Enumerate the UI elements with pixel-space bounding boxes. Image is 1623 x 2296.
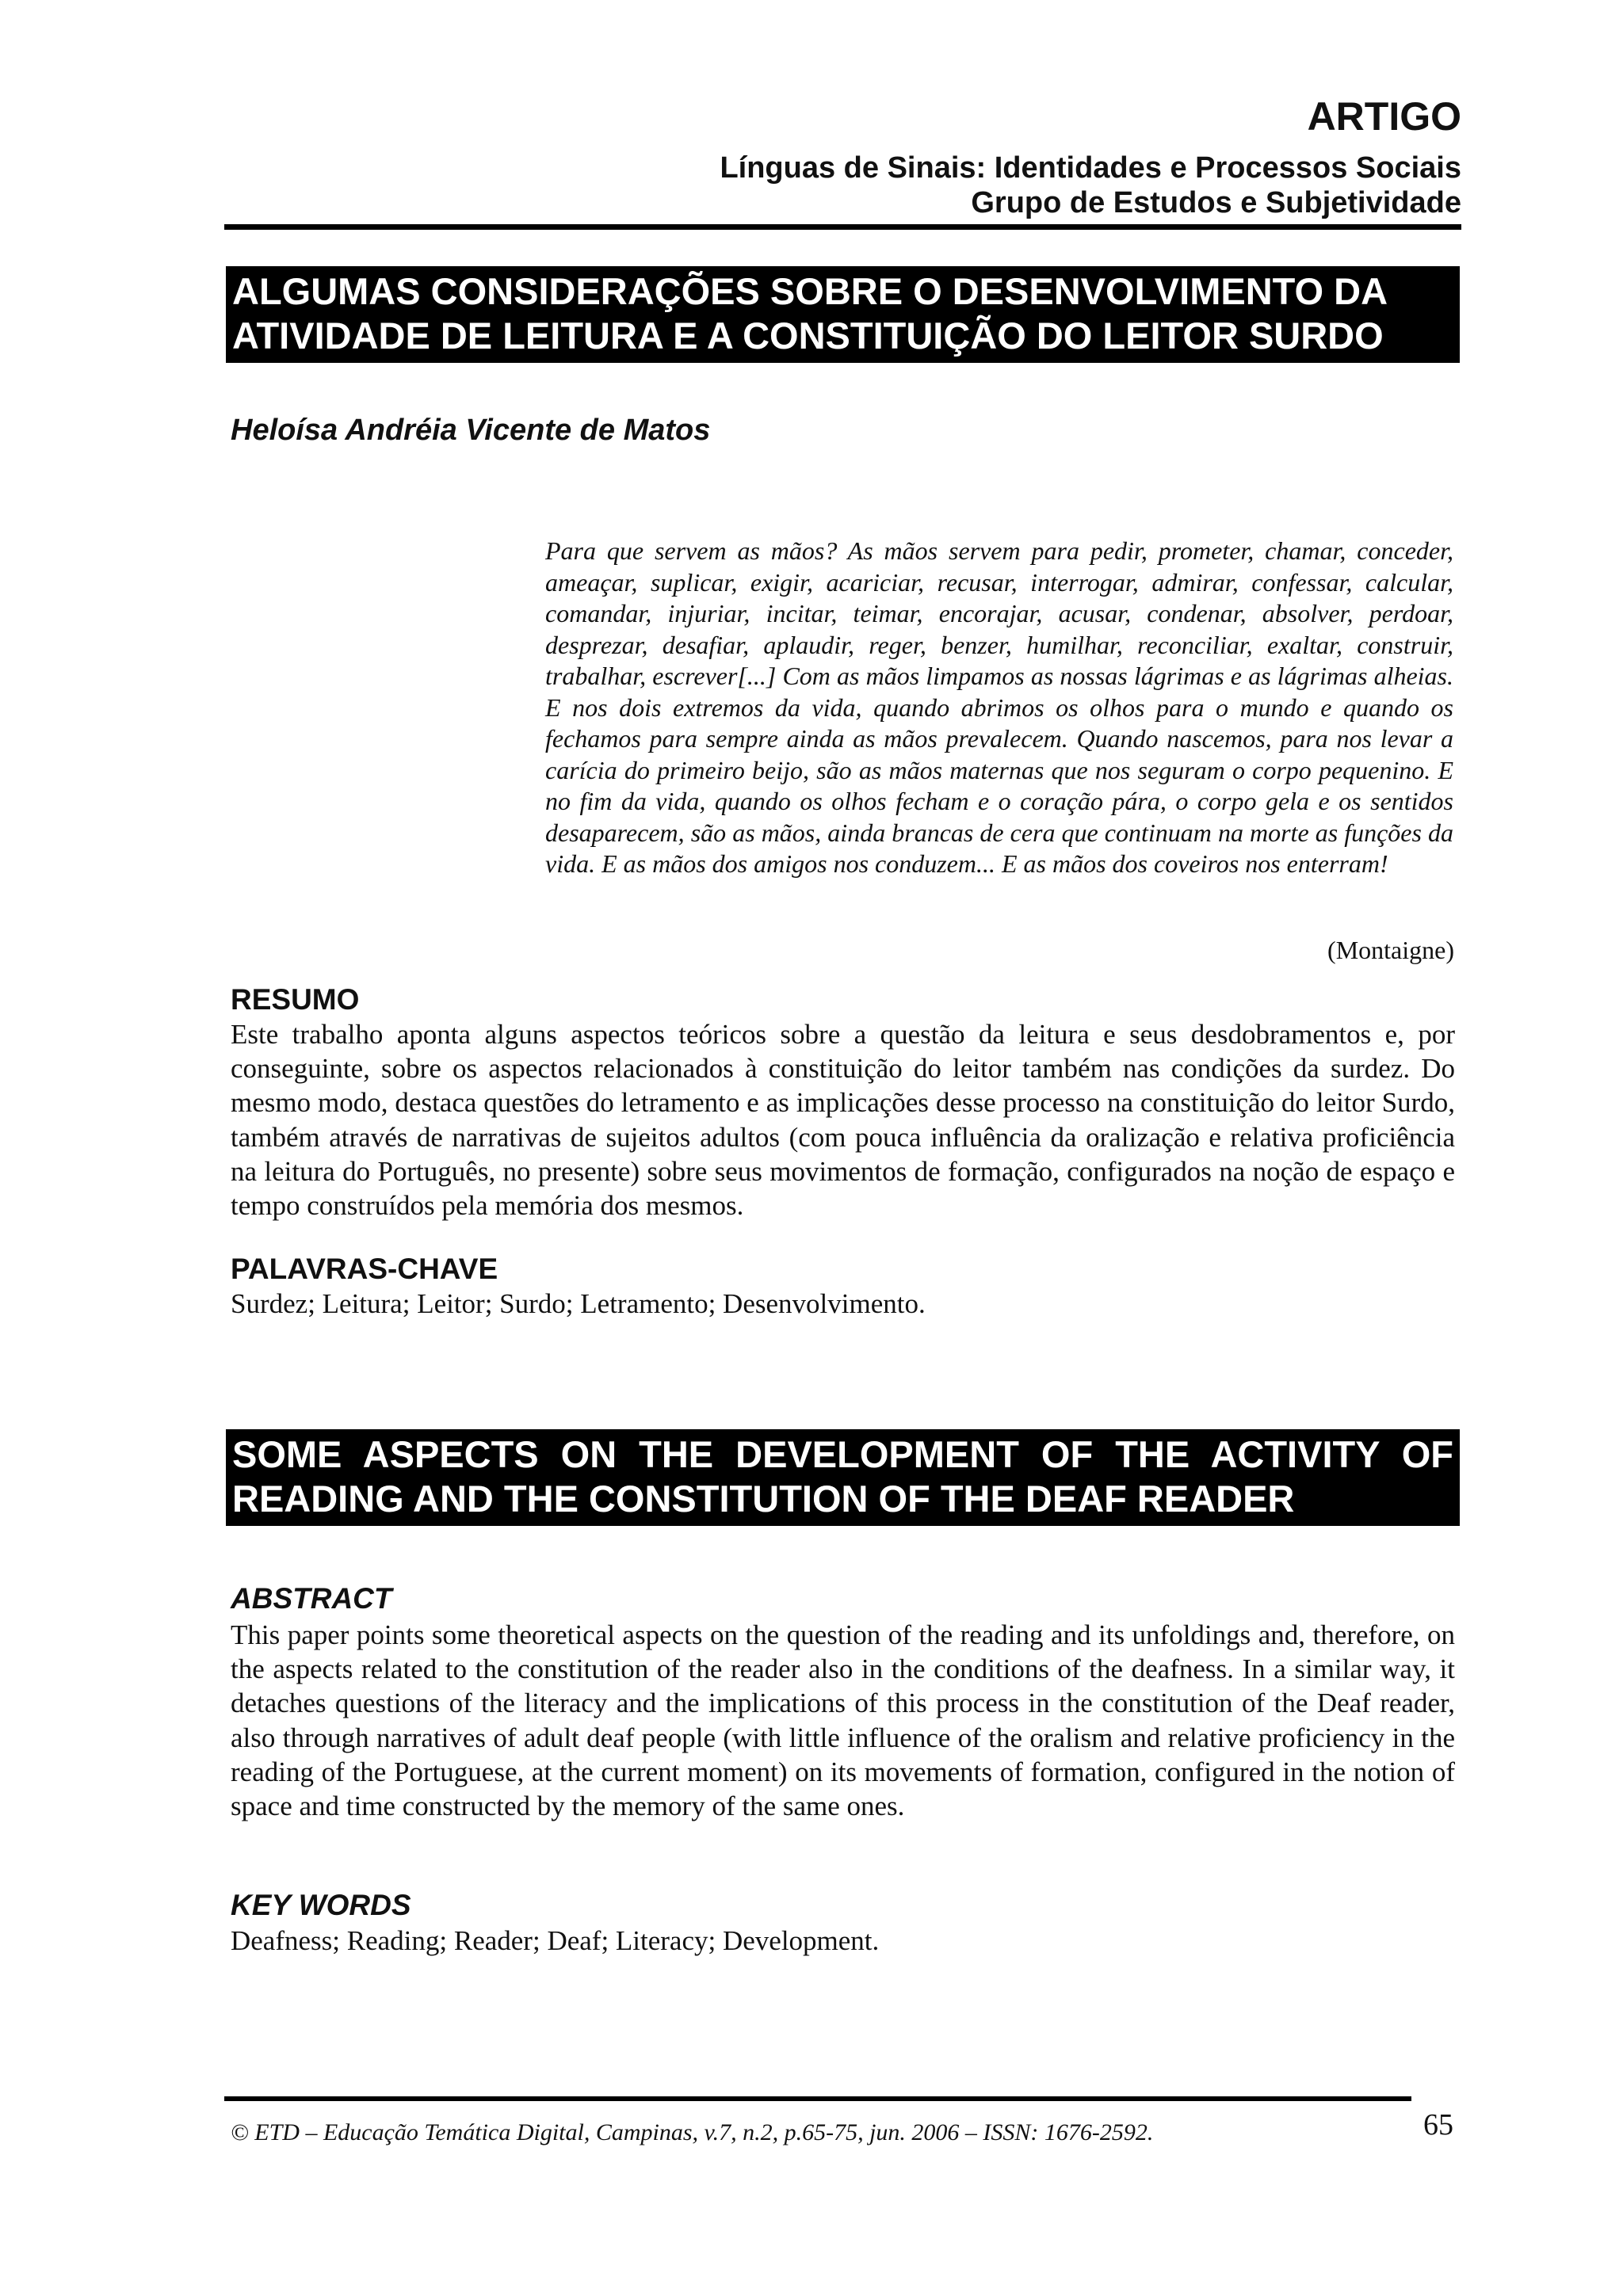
title-pt-line-1: ALGUMAS CONSIDERAÇÕES SOBRE O DESENVOLVIMENTO DA — [232, 270, 1388, 312]
epigraph-source: (Montaigne) — [1327, 936, 1454, 964]
title-en-line-1: SOME ASPECTS ON THE DEVELOPMENT OF THE ACTIVITY OF — [232, 1433, 1453, 1475]
journal-group-name: Grupo de Estudos e Subjetividade — [971, 186, 1461, 219]
footer-citation: © ETD – Educação Temática Digital, Campinas, v.7, n.2, p.65-75, jun. 2006 – ISSN: 1676-2592. — [231, 2119, 1154, 2145]
title-pt-line-2: ATIVIDADE DE LEITURA E A CONSTITUIÇÃO DO LEITOR SURDO — [232, 315, 1384, 357]
abstract-heading: ABSTRACT — [231, 1582, 392, 1615]
resumo-text: Este trabalho aponta alguns aspectos teóricos sobre a questão da leitura e seus desdobramentos e, por conseguinte, sobre os aspectos relacionados à constituição do leitor também nas condições da surdez. Do mesmo modo, destaca questões do letramento e as implicações desse processo na constituição do leitor Surdo, também através de narrativas de sujeitos adultos (com pouca influência da oralização e relativa proficiência na leitura do Português, no presente) sobre seus movimentos de formação, configurados na noção de espaço e tempo construídos pela memória dos mesmos. — [231, 1019, 1455, 1222]
resumo-heading: RESUMO — [231, 983, 360, 1016]
article-title-pt — [226, 266, 1460, 363]
epigraph-quote: Para que servem as mãos? As mãos servem para pedir, prometer, chamar, conceder, ameaçar, suplicar, exigir, acariciar, recusar, interrogar, admirar, confessar, calcular, comandar, injuriar, incitar, teimar, encorajar, acusar, condenar, absolver, perdoar, desprezar, desafiar, aplaudir, reger, benzer, humilhar, reconciliar, exaltar, construir, trabalhar, escrever[...] Com as mãos limpamos as nossas lágrimas e as lágrimas alheias. E nos dois extremos da vida, quando abrimos os olhos para o mundo e quando os fechamos para sempre ainda as mãos prevalecem. Quando nascemos, para nos levar a carícia do primeiro beijo, são as mãos maternas que nos seguram o corpo pequenino. E no fim da vida, quando os olhos fecham e o coração pára, o corpo gela e os sentidos desaparecem, são as mãos, ainda brancas de cera que continuam na morte as funções da vida. E as mãos dos amigos nos conduzem... E as mãos dos coveiros nos enterram! — [545, 536, 1453, 878]
header-rule — [224, 224, 1461, 230]
palavras-chave-text: Surdez; Leitura; Leitor; Surdo; Letramento; Desenvolvimento. — [231, 1288, 926, 1319]
key-words-heading: KEY WORDS — [231, 1889, 411, 1921]
title-en-line-2: READING AND THE CONSTITUTION OF THE DEAF READER — [232, 1478, 1295, 1520]
journal-dossier-title: Línguas de Sinais: Identidades e Processos Sociais — [720, 151, 1461, 185]
abstract-text: This paper points some theoretical aspects on the question of the reading and its unfoldings and, therefore, on the aspects related to the constitution of the reader also in the conditions of the deafness. In a similar way, it detaches questions of the literacy and the implications of this process in the constitution of the Deaf reader, also through narratives of adult deaf people (with little influence of the oralism and relative proficiency in the reading of the Portuguese, at the current moment) on its movements of formation, configured in the notion of space and time constructed by the memory of the same ones. — [231, 1619, 1455, 1822]
author-name: Heloísa Andréia Vicente de Matos — [231, 414, 711, 447]
palavras-chave-heading: PALAVRAS-CHAVE — [231, 1253, 498, 1285]
page-number: 65 — [1423, 2108, 1453, 2142]
footer-rule — [224, 2096, 1411, 2101]
section-label: ARTIGO — [1307, 94, 1461, 139]
key-words-text: Deafness; Reading; Reader; Deaf; Literacy; Development. — [231, 1925, 880, 1956]
article-title-en — [226, 1429, 1460, 1526]
